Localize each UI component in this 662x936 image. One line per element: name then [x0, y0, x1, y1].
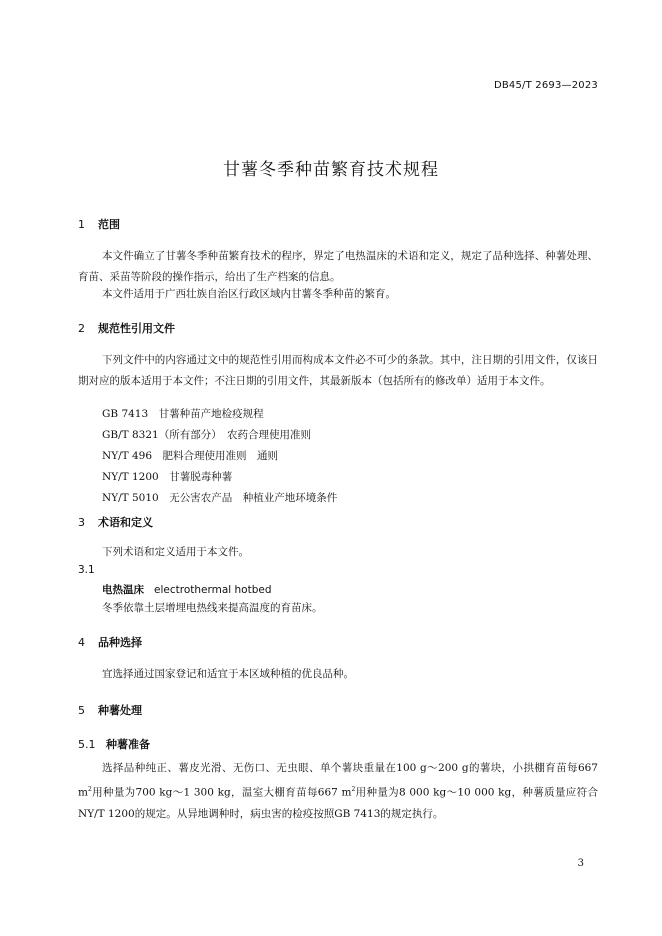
subsection-title: 种薯准备 [106, 738, 150, 751]
paragraph-text: 选择品种纯正、薯皮光滑、无伤口、无虫眼、单个薯块重量在100 g～200 g的薯块，小拱棚育苗每667 m [78, 762, 598, 799]
section-3-intro: 下列术语和定义适用于本文件。 [102, 546, 249, 558]
section-title: 术语和定义 [98, 516, 153, 529]
term-number: 3.1 [78, 564, 95, 576]
section-3-heading [78, 514, 153, 530]
term-english: electrothermal hotbed [154, 584, 272, 596]
section-number: 1 [78, 218, 85, 231]
section-number: 2 [78, 322, 85, 335]
document-title: 甘薯冬季种苗繁育技术规程 [223, 160, 439, 180]
section-1-heading [78, 216, 120, 232]
subsection-5-1-heading [78, 736, 150, 752]
subsection-number: 5.1 [78, 738, 96, 751]
reference-item: NY/T 496 肥料合理使用准则 通则 [102, 450, 279, 462]
term-chinese: 电热温床 [102, 584, 144, 596]
reference-item: NY/T 1200 甘薯脱毒种薯 [102, 471, 233, 483]
section-5-1-paragraph [78, 758, 598, 825]
paragraph-text: 用种量为8 000 kg～10 000 kg，种薯质量应符合NY/T 1200的规定。从异地调种时，病虫害的检疫按照GB 7413的规定执行。 [78, 786, 598, 820]
section-title: 品种选择 [98, 636, 142, 649]
section-number: 4 [78, 636, 85, 649]
term-heading [102, 582, 272, 597]
reference-item: NY/T 5010 无公害农产品 种植业产地环境条件 [102, 492, 338, 504]
reference-item: GB/T 8321（所有部分） 农药合理使用准则 [102, 429, 311, 441]
section-title: 范围 [98, 218, 120, 231]
section-title: 规范性引用文件 [98, 322, 175, 335]
reference-item: GB 7413 甘薯种苗产地检疫规程 [102, 408, 264, 420]
section-4-heading [78, 634, 142, 650]
paragraph-text: 用种量为700 kg～1 300 kg，温室大棚育苗每667 m [91, 786, 352, 799]
section-2-heading [78, 320, 175, 336]
section-4-paragraph-1: 宜选择通过国家登记和适宜于本区域种植的优良品种。 [102, 668, 354, 680]
section-5-heading [78, 702, 142, 718]
superscript: 2 [87, 786, 92, 793]
term-definition: 冬季依靠土层增埋电热线来提高温度的育苗床。 [102, 602, 323, 614]
section-2-paragraph-1: 下列文件中的内容通过文中的规范性引用而构成本文件必不可少的条款。其中，注日期的引用文件，仅该日期对应的版本适用于本文件；不注日期的引用文件，其最新版本（包括所有的修改单）适用于本文件。 [78, 354, 598, 387]
section-number: 3 [78, 516, 85, 529]
section-title: 种薯处理 [98, 704, 142, 717]
section-1-paragraph-1: 本文件确立了甘薯冬季种苗繁育技术的程序，界定了电热温床的术语和定义，规定了品种选择、种薯处理、育苗、采苗等阶段的操作指示，给出了生产档案的信息。 [78, 250, 598, 283]
document-code: DB45/T 2693—2023 [493, 80, 598, 91]
section-1-paragraph-2: 本文件适用于广西壮族自治区行政区域内甘薯冬季种苗的繁育。 [102, 288, 396, 300]
superscript: 2 [351, 786, 356, 793]
section-number: 5 [78, 704, 85, 717]
page-number: 3 [577, 858, 584, 869]
